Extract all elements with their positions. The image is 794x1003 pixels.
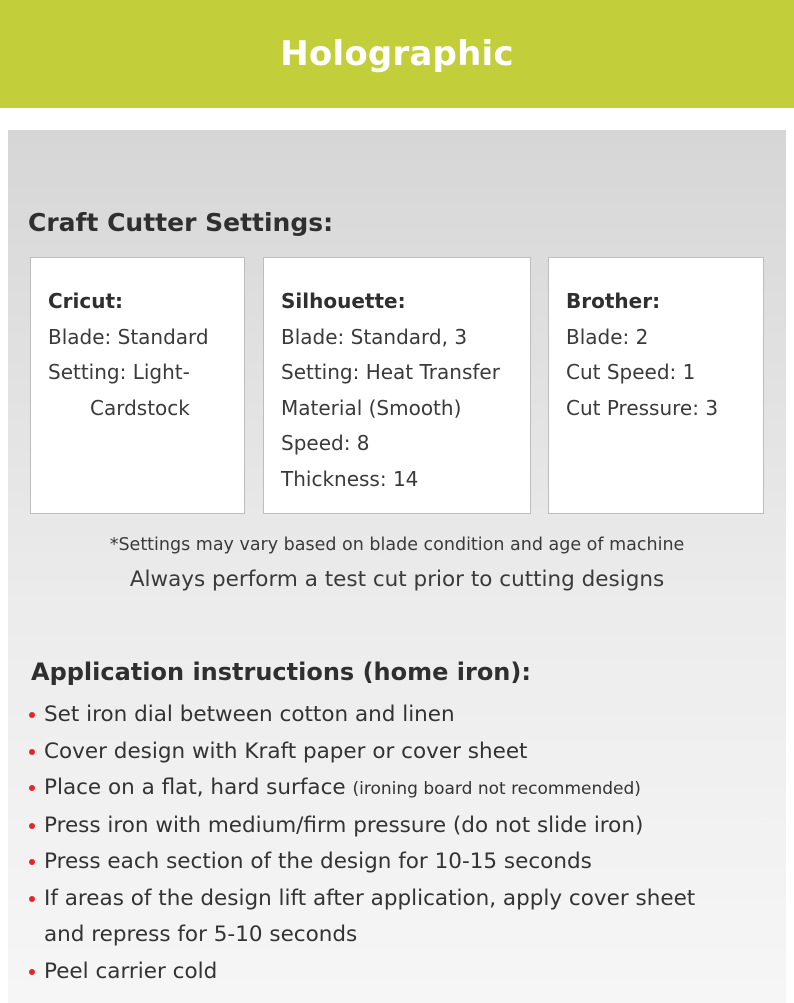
bullet-icon	[29, 823, 35, 829]
application-steps-list	[27, 697, 695, 990]
list-item	[27, 844, 695, 881]
card-line: Blade: Standard, 3	[281, 324, 468, 349]
brother-settings-card	[548, 257, 764, 514]
step-text: Press iron with medium/firm pressure (do not slide iron)	[44, 812, 644, 838]
craft-cutter-heading: Craft Cutter Settings:	[28, 208, 334, 237]
step-text: Cover design with Kraft paper or cover sheet	[44, 738, 528, 764]
page-title: Holographic	[280, 34, 514, 74]
list-item	[27, 697, 695, 734]
step-aside: (ironing board not recommended)	[352, 779, 641, 799]
list-item	[27, 808, 695, 845]
card-title-cricut: Cricut:	[48, 289, 124, 313]
card-line: Cut Pressure: 3	[566, 395, 719, 420]
header-banner	[0, 0, 794, 108]
list-item-continuation	[27, 917, 695, 954]
cricut-settings-card	[30, 257, 245, 514]
list-item	[27, 954, 695, 991]
step-text: Place on a flat, hard surface	[44, 775, 353, 800]
list-item	[27, 734, 695, 771]
card-line: Setting: Heat Transfer	[281, 360, 500, 384]
step-text: Press each section of the design for 10-15 seconds	[44, 849, 592, 874]
test-cut-note: Always perform a test cut prior to cutting designs	[129, 567, 665, 592]
bullet-icon	[29, 712, 35, 718]
list-item	[27, 770, 695, 808]
card-line: Blade: Standard	[48, 324, 209, 349]
card-title-brother: Brother:	[566, 289, 661, 313]
step-text: Set iron dial between cotton and linen	[44, 702, 455, 727]
card-line: Blade: 2	[566, 324, 649, 349]
step-text: Peel carrier cold	[44, 958, 218, 984]
bullet-icon	[29, 969, 35, 975]
card-line: Material (Smooth)	[281, 395, 462, 420]
step-text: and repress for 5-10 seconds	[44, 922, 358, 947]
card-line: Thickness: 14	[281, 466, 419, 491]
content-panel	[8, 130, 786, 1003]
step-text: If areas of the design lift after application, apply cover sheet	[44, 885, 696, 911]
card-title-silhouette: Silhouette:	[281, 289, 406, 313]
bullet-icon	[29, 749, 35, 755]
card-line: Setting: Light-	[48, 360, 190, 384]
card-line: Cardstock	[90, 395, 190, 420]
silhouette-settings-card	[263, 257, 531, 514]
bullet-icon	[29, 785, 35, 791]
card-line: Cut Speed: 1	[566, 360, 696, 384]
bullet-icon	[29, 859, 35, 865]
settings-footnote: *Settings may vary based on blade condition and age of machine	[109, 535, 685, 555]
application-heading: Application instructions (home iron):	[31, 658, 531, 686]
card-line: Speed: 8	[281, 431, 370, 455]
bullet-icon	[29, 896, 35, 902]
list-item	[27, 881, 695, 918]
